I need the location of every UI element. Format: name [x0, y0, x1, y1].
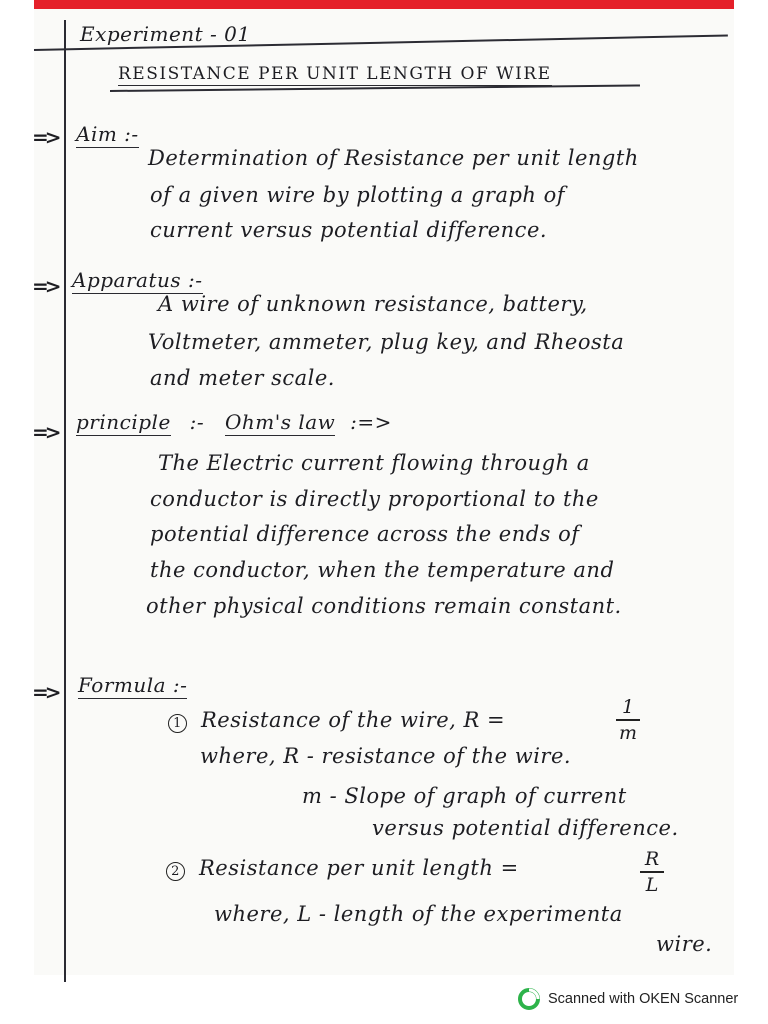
fraction-1-numerator: 1: [621, 696, 635, 718]
principle-line: other physical conditions remain constant.: [146, 594, 622, 618]
principle-line: conductor is directly proportional to the: [150, 487, 599, 511]
fraction-2-numerator: R: [644, 848, 660, 870]
formula-1-text: Resistance of the wire, R =: [201, 708, 506, 732]
item-number-badge: 2: [166, 862, 185, 881]
ohms-law-label: Ohm's law: [225, 410, 336, 434]
principle-line: The Electric current flowing through a: [158, 451, 590, 475]
formula-label: [78, 673, 187, 697]
aim-label: [76, 122, 139, 146]
fraction-2: [640, 850, 664, 894]
scanner-watermark: [518, 988, 738, 1010]
arrow-icon: =>: [32, 125, 58, 149]
formula-item-2: [166, 856, 519, 881]
top-red-bar: [34, 0, 734, 9]
aim-line: of a given wire by plotting a graph of: [150, 183, 566, 207]
formula-1-m-line: versus potential difference.: [372, 816, 679, 840]
fraction-bar: [616, 719, 640, 721]
formula-label-text: Formula :-: [78, 673, 188, 697]
aim-line: Determination of Resistance per unit length: [148, 146, 639, 170]
apparatus-line: Voltmeter, ammeter, plug key, and Rheosta: [148, 330, 625, 354]
arrow-icon: =>: [32, 680, 58, 704]
fraction-1: [616, 698, 640, 742]
page-title: [118, 64, 552, 84]
ohms-law-arrow: :=>: [350, 410, 392, 434]
principle-line: potential difference across the ends of: [150, 522, 580, 546]
formula-2-text: Resistance per unit length =: [199, 856, 519, 880]
principle-label-text: principle: [76, 410, 171, 434]
formula-2-where: wire.: [656, 932, 713, 956]
aim-line: current versus potential difference.: [150, 218, 548, 242]
scanner-text: Scanned with OKEN Scanner: [548, 991, 739, 1007]
principle-label: [76, 410, 392, 434]
fraction-2-denominator: L: [645, 873, 659, 896]
arrow-icon: =>: [32, 274, 58, 298]
experiment-header: Experiment - 01: [80, 22, 251, 46]
formula-item-1: [168, 708, 505, 733]
formula-1-where: where, R - resistance of the wire.: [200, 744, 572, 768]
oken-logo-icon: [518, 988, 540, 1010]
fraction-1-denominator: m: [618, 721, 638, 744]
apparatus-line: A wire of unknown resistance, battery,: [158, 292, 588, 316]
margin-line: [64, 20, 66, 982]
page-title-text: RESISTANCE PER UNIT LENGTH OF WIRE: [118, 64, 552, 84]
principle-separator: :-: [189, 410, 205, 434]
apparatus-line: and meter scale.: [150, 366, 335, 390]
aim-label-text: Aim :-: [76, 122, 139, 146]
formula-1-m-line: m - Slope of graph of current: [302, 784, 627, 808]
apparatus-label: [72, 268, 203, 292]
item-number-badge: 1: [168, 714, 187, 733]
apparatus-label-text: Apparatus :-: [72, 268, 203, 292]
fraction-bar: [640, 871, 664, 873]
formula-2-where: where, L - length of the experimenta: [214, 902, 623, 926]
arrow-icon: =>: [32, 420, 58, 444]
principle-line: the conductor, when the temperature and: [150, 558, 615, 582]
